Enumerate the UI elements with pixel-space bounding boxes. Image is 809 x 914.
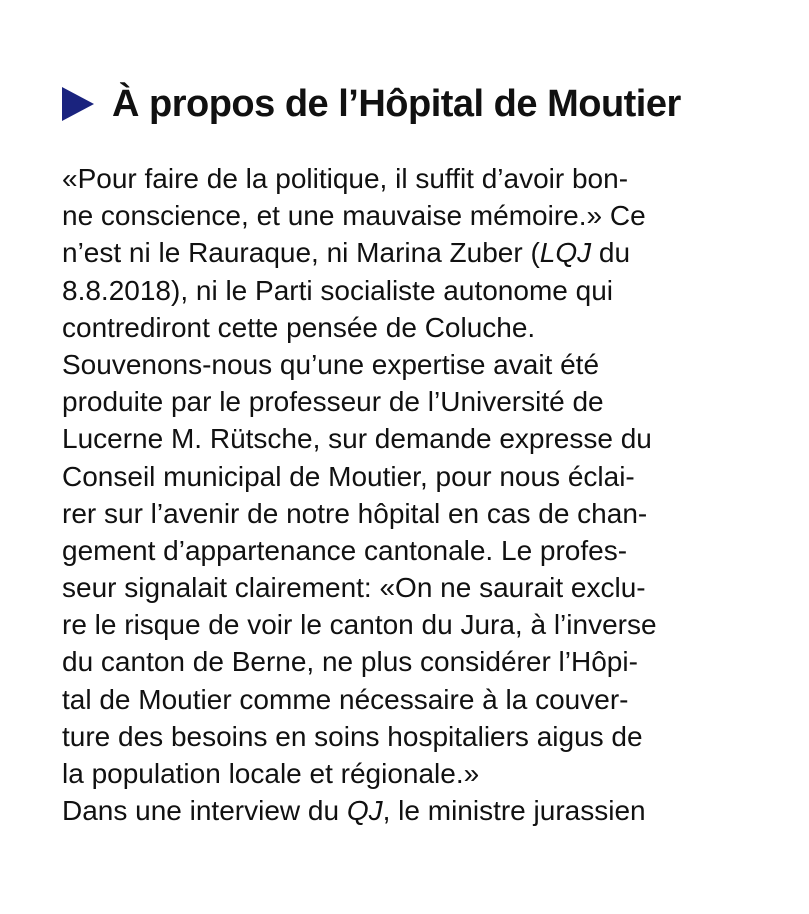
text-run: 8.8.2018), ni le Parti socialiste autonome qui [62, 274, 613, 306]
italic-text: QJ [346, 795, 383, 827]
text-line [62, 606, 762, 643]
letter-article [62, 72, 762, 829]
italic-text: LQJ [539, 237, 592, 269]
text-line [62, 569, 762, 606]
text-line [62, 383, 762, 420]
text-run: re le risque de voir le canton du Jura, à l’inverse [62, 609, 657, 641]
text-line [62, 160, 762, 197]
text-run: la population locale et régionale.» [62, 758, 480, 789]
text-line [62, 272, 762, 309]
text-line [62, 681, 762, 718]
text-line [62, 197, 762, 234]
article-title: À propos de l’Hôpital de Moutier [112, 82, 681, 125]
text-run: Conseil municipal de Moutier, pour nous éclai- [62, 460, 635, 492]
text-run: tal de Moutier comme nécessaire à la couver- [62, 683, 629, 715]
text-run: , le ministre jurassien [382, 795, 646, 827]
article-heading [62, 72, 762, 136]
text-run: produite par le professeur de l’Université de [62, 386, 604, 418]
text-run: du canton de Berne, ne plus considérer l’Hôpi- [62, 646, 638, 678]
text-run: seur signalait clairement: «On ne saurait exclu- [62, 572, 646, 604]
text-run: contrediront cette pensée de Coluche. [62, 311, 536, 343]
article-body [62, 160, 762, 829]
text-run: ture des besoins en soins hospitaliers aigus de [62, 720, 643, 752]
text-run: Dans une interview du [62, 795, 347, 827]
text-line [62, 234, 762, 271]
text-run: du [591, 237, 631, 269]
text-line [62, 458, 762, 495]
text-line [62, 420, 762, 457]
text-run: ne conscience, et une mauvaise mémoire.» Ce [62, 200, 646, 232]
text-line [62, 718, 762, 755]
text-line [62, 346, 762, 383]
triangle-bullet-icon [62, 87, 94, 121]
text-run: Lucerne M. Rütsche, sur demande expresse du [62, 423, 652, 455]
text-line [62, 755, 762, 792]
text-line [62, 495, 762, 532]
text-line [62, 309, 762, 346]
text-line [62, 532, 762, 569]
text-run: n’est ni le Rauraque, ni Marina Zuber ( [62, 237, 540, 269]
text-line [62, 792, 762, 829]
text-run: rer sur l’avenir de notre hôpital en cas de chan- [62, 497, 648, 529]
text-run: Souvenons-nous qu’une expertise avait été [62, 348, 600, 380]
text-run: gement d’appartenance cantonale. Le profes- [62, 534, 628, 566]
text-line [62, 643, 762, 680]
text-run: «Pour faire de la politique, il suffit d’avoir bon- [62, 163, 629, 194]
